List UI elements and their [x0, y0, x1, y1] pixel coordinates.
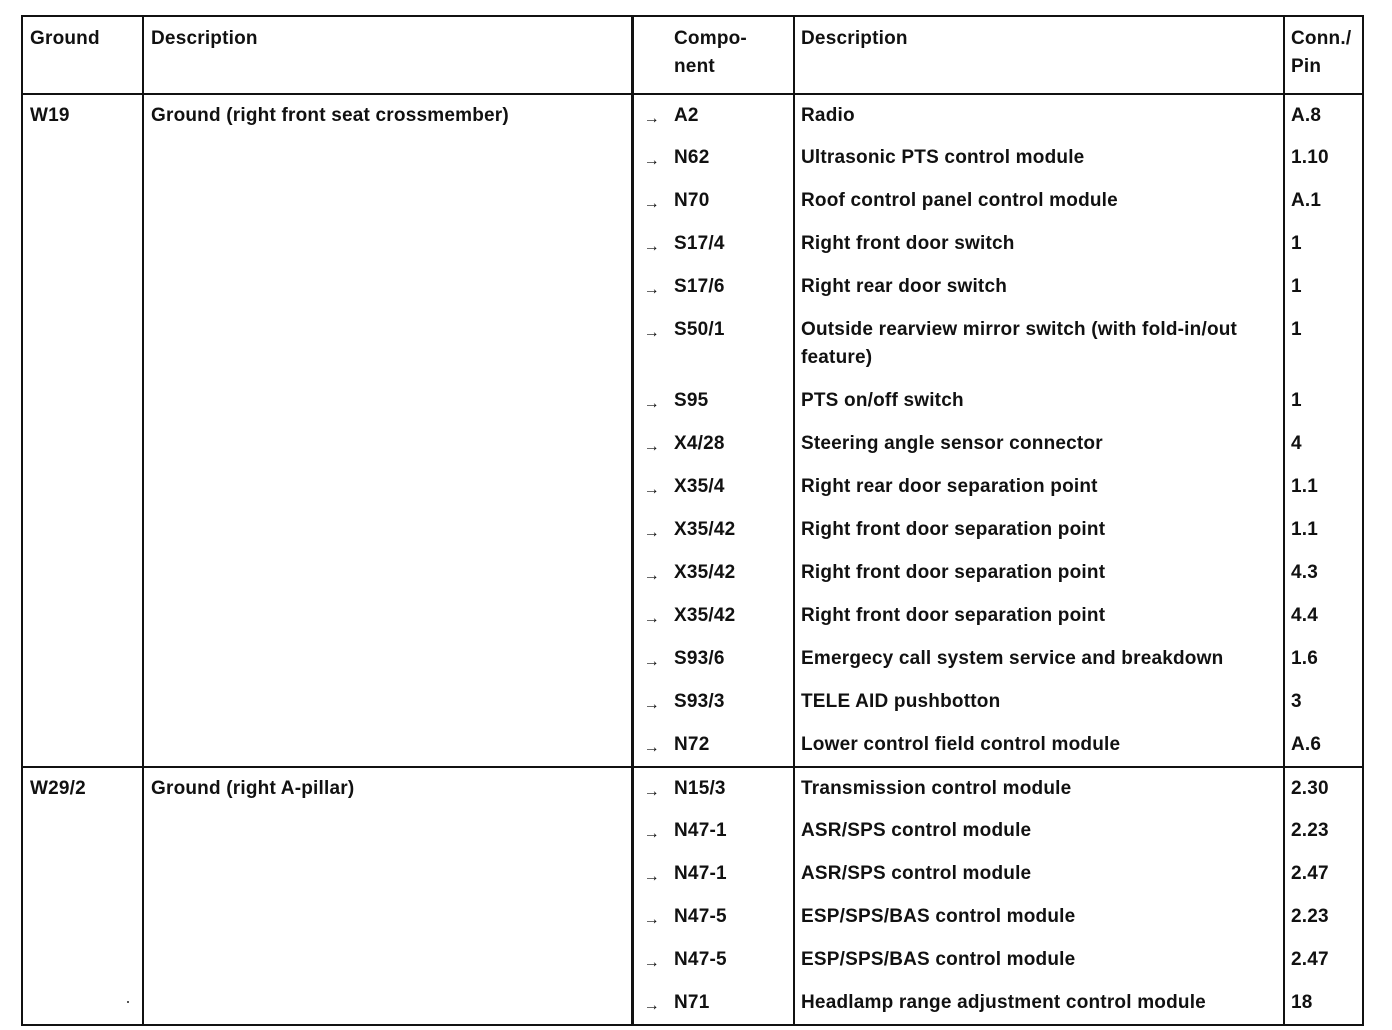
component-description: Right front door separation point — [801, 519, 1106, 540]
component-id: X35/42 — [674, 519, 736, 540]
table-row — [22, 939, 1363, 982]
ground-description-cell — [143, 810, 632, 853]
arrow-cell — [632, 180, 670, 223]
right-arrow-icon: → — [643, 281, 660, 298]
ground-id: W29/2 — [30, 778, 86, 799]
conn-pin: 18 — [1291, 992, 1313, 1013]
component-id: N47-1 — [674, 820, 727, 841]
component-description-cell — [794, 896, 1284, 939]
right-arrow-icon: → — [643, 195, 660, 212]
ground-description-cell — [143, 509, 632, 552]
component-cell — [670, 896, 794, 939]
table-row — [22, 767, 1363, 810]
ground-cell — [22, 180, 143, 223]
ground-cell — [22, 552, 143, 595]
header-component: Compo- nent — [670, 16, 794, 94]
component-id: N71 — [674, 992, 710, 1013]
table-row — [22, 309, 1363, 380]
ground-description-cell — [143, 724, 632, 767]
conn-pin-cell — [1284, 638, 1363, 681]
arrow-cell — [632, 638, 670, 681]
component-id: S17/6 — [674, 276, 725, 297]
conn-pin: 1 — [1291, 390, 1302, 411]
component-cell — [670, 982, 794, 1025]
conn-pin-cell — [1284, 94, 1363, 137]
arrow-cell — [632, 767, 670, 810]
component-id: S93/6 — [674, 648, 725, 669]
arrow-cell — [632, 982, 670, 1025]
right-arrow-icon: → — [643, 110, 660, 127]
table-row — [22, 638, 1363, 681]
component-id: N70 — [674, 190, 710, 211]
arrow-cell — [632, 681, 670, 724]
conn-pin: 2.23 — [1291, 906, 1329, 927]
conn-pin-cell — [1284, 767, 1363, 810]
conn-pin: 1 — [1291, 233, 1302, 254]
component-id: X35/42 — [674, 605, 736, 626]
component-description: ESP/SPS/BAS control module — [801, 949, 1076, 970]
ground-description-cell — [143, 380, 632, 423]
component-id: S93/3 — [674, 691, 725, 712]
table-row — [22, 810, 1363, 853]
component-cell — [670, 595, 794, 638]
component-description: Transmission control module — [801, 778, 1072, 799]
ground-description-cell — [143, 595, 632, 638]
conn-pin: 2.30 — [1291, 778, 1329, 799]
conn-pin-cell — [1284, 466, 1363, 509]
component-id: N62 — [674, 147, 710, 168]
table-row — [22, 94, 1363, 137]
conn-pin: A.6 — [1291, 734, 1322, 755]
component-description-cell — [794, 94, 1284, 137]
conn-pin-cell — [1284, 423, 1363, 466]
right-arrow-icon: → — [643, 438, 660, 455]
right-arrow-icon: → — [643, 954, 660, 971]
component-description: Lower control field control module — [801, 734, 1121, 755]
component-description: Right rear door separation point — [801, 476, 1098, 497]
component-description: Roof control panel control module — [801, 190, 1118, 211]
ground-description-cell — [143, 853, 632, 896]
right-arrow-icon: → — [643, 696, 660, 713]
component-cell — [670, 638, 794, 681]
conn-pin: 2.23 — [1291, 820, 1329, 841]
right-arrow-icon: → — [643, 524, 660, 541]
arrow-cell — [632, 423, 670, 466]
component-id: N47-1 — [674, 863, 727, 884]
ground-cell — [22, 266, 143, 309]
header-conn-pin: Conn./ Pin — [1284, 16, 1363, 94]
conn-pin: 1.1 — [1291, 519, 1319, 540]
ground-description-cell — [143, 309, 632, 380]
conn-pin: 1 — [1291, 276, 1302, 297]
conn-pin-cell — [1284, 552, 1363, 595]
ground-description-cell — [143, 137, 632, 180]
ground-description-cell — [143, 982, 632, 1025]
ground-cell — [22, 810, 143, 853]
ground-cell — [22, 896, 143, 939]
table-row — [22, 223, 1363, 266]
conn-pin-cell — [1284, 266, 1363, 309]
component-description: ASR/SPS control module — [801, 863, 1032, 884]
table-row — [22, 380, 1363, 423]
component-cell — [670, 423, 794, 466]
right-arrow-icon: → — [643, 868, 660, 885]
component-description-cell — [794, 552, 1284, 595]
table-row — [22, 982, 1363, 1025]
component-id: N47-5 — [674, 906, 727, 927]
component-cell — [670, 853, 794, 896]
right-arrow-icon: → — [643, 567, 660, 584]
ground-cell — [22, 681, 143, 724]
component-cell — [670, 552, 794, 595]
component-cell — [670, 466, 794, 509]
ground-id: W19 — [30, 105, 70, 126]
component-description: TELE AID pushbotton — [801, 691, 1001, 712]
component-description-cell — [794, 939, 1284, 982]
component-cell — [670, 724, 794, 767]
component-id: N72 — [674, 734, 710, 755]
component-description: Right front door separation point — [801, 605, 1106, 626]
header-component-description: Description — [794, 16, 1284, 94]
component-id: N15/3 — [674, 778, 726, 799]
arrow-cell — [632, 266, 670, 309]
right-arrow-icon: → — [643, 783, 660, 800]
component-description-cell — [794, 266, 1284, 309]
component-description-cell — [794, 137, 1284, 180]
conn-pin-cell — [1284, 180, 1363, 223]
arrow-cell — [632, 466, 670, 509]
ground-cell — [22, 309, 143, 380]
component-cell — [670, 767, 794, 810]
ground-cell — [22, 223, 143, 266]
table-row — [22, 681, 1363, 724]
ground-cell — [22, 137, 143, 180]
ground-cell — [22, 423, 143, 466]
table-row — [22, 724, 1363, 767]
ground-description-cell — [143, 767, 632, 810]
arrow-cell — [632, 939, 670, 982]
component-cell — [670, 223, 794, 266]
arrow-cell — [632, 94, 670, 137]
right-arrow-icon: → — [643, 825, 660, 842]
arrow-cell — [632, 810, 670, 853]
conn-pin: A.1 — [1291, 190, 1322, 211]
component-id: N47-5 — [674, 949, 727, 970]
scan-speck — [127, 1001, 129, 1003]
component-cell — [670, 137, 794, 180]
ground-cell — [22, 380, 143, 423]
ground-cell — [22, 466, 143, 509]
conn-pin: 1.6 — [1291, 648, 1319, 669]
arrow-cell — [632, 309, 670, 380]
arrow-cell — [632, 223, 670, 266]
ground-description: Ground (right front seat crossmember) — [151, 105, 509, 126]
conn-pin: 4.3 — [1291, 562, 1319, 583]
component-cell — [670, 509, 794, 552]
ground-description-cell — [143, 223, 632, 266]
component-cell — [670, 94, 794, 137]
component-cell — [670, 180, 794, 223]
conn-pin-cell — [1284, 982, 1363, 1025]
ground-cell — [22, 767, 143, 810]
arrow-cell — [632, 724, 670, 767]
ground-description-cell — [143, 423, 632, 466]
table-header-row — [22, 16, 1363, 94]
component-description: Steering angle sensor connector — [801, 433, 1103, 454]
component-description-cell — [794, 595, 1284, 638]
right-arrow-icon: → — [643, 653, 660, 670]
conn-pin: 4.4 — [1291, 605, 1319, 626]
ground-cell — [22, 509, 143, 552]
component-description-cell — [794, 309, 1284, 380]
conn-pin-cell — [1284, 724, 1363, 767]
header-ground: Ground — [22, 16, 143, 94]
component-cell — [670, 810, 794, 853]
conn-pin-cell — [1284, 509, 1363, 552]
component-description: PTS on/off switch — [801, 390, 964, 411]
right-arrow-icon: → — [643, 238, 660, 255]
right-arrow-icon: → — [643, 324, 660, 341]
component-id: S95 — [674, 390, 709, 411]
conn-pin-cell — [1284, 939, 1363, 982]
component-cell — [670, 309, 794, 380]
ground-cell — [22, 853, 143, 896]
ground-description-cell — [143, 266, 632, 309]
component-description-cell — [794, 810, 1284, 853]
component-description: ESP/SPS/BAS control module — [801, 906, 1076, 927]
arrow-cell — [632, 509, 670, 552]
component-description: Right rear door switch — [801, 276, 1008, 297]
component-description-cell — [794, 638, 1284, 681]
conn-pin: A.8 — [1291, 105, 1322, 126]
component-id: S50/1 — [674, 319, 725, 340]
ground-description-cell — [143, 466, 632, 509]
ground-description-cell — [143, 180, 632, 223]
conn-pin-cell — [1284, 896, 1363, 939]
ground-description-cell — [143, 638, 632, 681]
conn-pin-cell — [1284, 810, 1363, 853]
component-id: X4/28 — [674, 433, 725, 454]
ground-connection-table — [21, 15, 1364, 1026]
right-arrow-icon: → — [643, 610, 660, 627]
right-arrow-icon: → — [643, 481, 660, 498]
component-description: Outside rearview mirror switch (with fold-in/out feature) — [801, 319, 1243, 368]
conn-pin-cell — [1284, 595, 1363, 638]
right-arrow-icon: → — [643, 739, 660, 756]
table-row — [22, 509, 1363, 552]
component-id: X35/4 — [674, 476, 725, 497]
component-description-cell — [794, 853, 1284, 896]
ground-cell — [22, 94, 143, 137]
table-row — [22, 137, 1363, 180]
component-description-cell — [794, 509, 1284, 552]
component-description: Headlamp range adjustment control module — [801, 992, 1206, 1013]
conn-pin: 3 — [1291, 691, 1302, 712]
table-row — [22, 896, 1363, 939]
component-cell — [670, 380, 794, 423]
conn-pin: 2.47 — [1291, 949, 1329, 970]
table-row — [22, 266, 1363, 309]
ground-cell — [22, 638, 143, 681]
component-description: Emergecy call system service and breakdown — [801, 648, 1224, 669]
component-id: S17/4 — [674, 233, 725, 254]
header-description: Description — [143, 16, 632, 94]
table-row — [22, 180, 1363, 223]
component-id: X35/42 — [674, 562, 736, 583]
component-description-cell — [794, 767, 1284, 810]
conn-pin-cell — [1284, 137, 1363, 180]
arrow-cell — [632, 552, 670, 595]
ground-cell — [22, 724, 143, 767]
component-description-cell — [794, 982, 1284, 1025]
table-body — [22, 94, 1363, 1025]
ground-description: Ground (right A-pillar) — [151, 778, 355, 799]
component-description-cell — [794, 724, 1284, 767]
right-arrow-icon: → — [643, 911, 660, 928]
ground-description-cell — [143, 939, 632, 982]
arrow-cell — [632, 896, 670, 939]
header-arrow-spacer — [632, 16, 670, 94]
component-cell — [670, 681, 794, 724]
table-row — [22, 466, 1363, 509]
table-row — [22, 595, 1363, 638]
right-arrow-icon: → — [643, 395, 660, 412]
conn-pin: 2.47 — [1291, 863, 1329, 884]
arrow-cell — [632, 137, 670, 180]
component-cell — [670, 266, 794, 309]
arrow-cell — [632, 380, 670, 423]
component-description: Ultrasonic PTS control module — [801, 147, 1085, 168]
ground-description-cell — [143, 94, 632, 137]
conn-pin: 4 — [1291, 433, 1302, 454]
table-row — [22, 552, 1363, 595]
conn-pin: 1.10 — [1291, 147, 1329, 168]
conn-pin-cell — [1284, 853, 1363, 896]
component-description-cell — [794, 180, 1284, 223]
component-description: Right front door separation point — [801, 562, 1106, 583]
component-description: Right front door switch — [801, 233, 1015, 254]
component-cell — [670, 939, 794, 982]
ground-cell — [22, 595, 143, 638]
conn-pin-cell — [1284, 681, 1363, 724]
component-description-cell — [794, 380, 1284, 423]
ground-description-cell — [143, 896, 632, 939]
ground-description-cell — [143, 552, 632, 595]
ground-cell — [22, 939, 143, 982]
table-row — [22, 423, 1363, 466]
component-description-cell — [794, 681, 1284, 724]
conn-pin-cell — [1284, 223, 1363, 266]
component-id: A2 — [674, 105, 699, 126]
conn-pin-cell — [1284, 309, 1363, 380]
right-arrow-icon: → — [643, 152, 660, 169]
ground-cell — [22, 982, 143, 1025]
table-row — [22, 853, 1363, 896]
arrow-cell — [632, 595, 670, 638]
component-description-cell — [794, 223, 1284, 266]
component-description-cell — [794, 423, 1284, 466]
arrow-cell — [632, 853, 670, 896]
conn-pin: 1 — [1291, 319, 1302, 340]
component-description: Radio — [801, 105, 855, 126]
component-description-cell — [794, 466, 1284, 509]
conn-pin-cell — [1284, 380, 1363, 423]
component-description: ASR/SPS control module — [801, 820, 1032, 841]
right-arrow-icon: → — [643, 997, 660, 1014]
conn-pin: 1.1 — [1291, 476, 1319, 497]
ground-description-cell — [143, 681, 632, 724]
